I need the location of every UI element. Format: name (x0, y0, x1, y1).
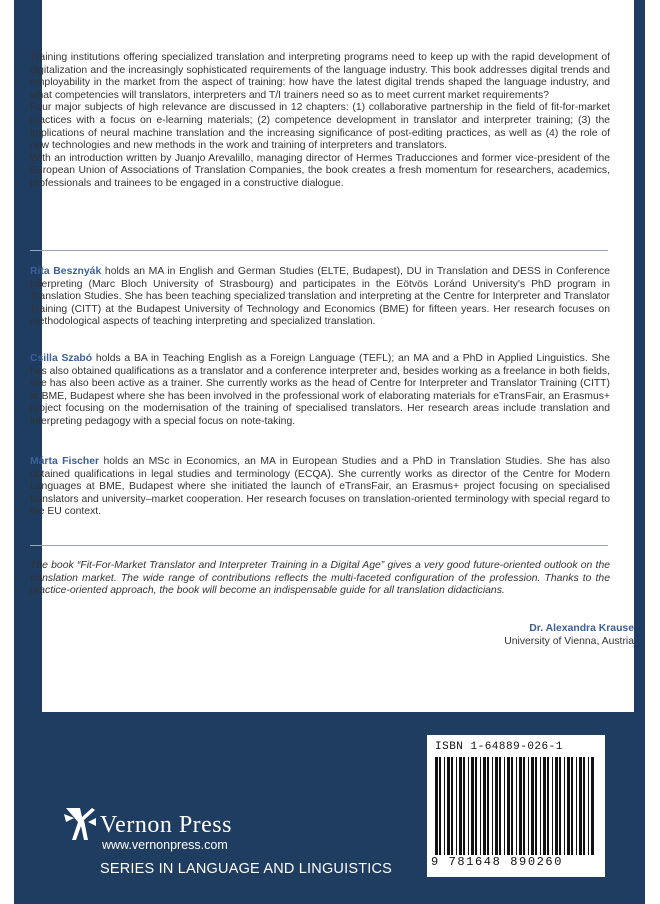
barcode-bar (523, 757, 525, 855)
publisher-url: www.vernonpress.com (102, 838, 228, 852)
barcode-bar (559, 757, 561, 855)
author-bio (30, 456, 610, 519)
barcode-bar (459, 757, 462, 855)
author-bio-text: holds a BA in Teaching English as a Foreign Language (TEFL); an MA and a PhD in Applied Linguistics. She has also obtained qualifications as a translator and a conference interpreter and, besides working as a freelance in both fields, she has also been active as a trainer. She currently works as the head of Centre for Interpreter and Translator Training (CITT) at BME, Budapest where she has been involved in the professional work of elaborating materials for eTransFair, an Erasmus+ project focusing on the modernisation of the training of specialised translators. Her research areas include translation and interpreting pedagogy with a special focus on note-taking. (30, 353, 610, 427)
author-bio (30, 353, 610, 429)
isbn-label: ISBN 1-64889-026-1 (435, 741, 563, 753)
barcode-bar (540, 757, 541, 855)
barcode-bar (480, 757, 481, 855)
author-bio (30, 266, 610, 329)
barcode-bar (439, 757, 441, 855)
barcode-bar (487, 757, 489, 855)
blurb-paragraph: Training institutions offering specialized translation and interpreting programs need to keep up with the rapid development of digitalization and the increasingly sophisticated requirements of the language industry. This book addresses digital trends and employability in the market from the aspect of training: how have the latest digital trends shaped the language industry, and what competencies will translators, interpreters and T/I trainers need so as to meet current market requirements? (30, 52, 610, 101)
reviewer-affiliation: University of Vienna, Austria (504, 636, 634, 647)
blurb-paragraph: Four major subjects of high relevance are discussed in 12 chapters: (1) collaborative partnership in the field of fit-for-market practices with a focus on e-learning materials; (2) competence development in translator and interpreter training; (3) the implications of neural machine translation and the increasing significance of post-editing practices, as well as (4) the role of new technologies and new methods in the work and training of interpreters and translators. (30, 102, 610, 152)
reviewer (504, 622, 634, 648)
barcode-bar (444, 757, 445, 855)
barcode-bar (468, 757, 469, 855)
isbn-barcode (427, 735, 605, 877)
barcode-bar (588, 757, 589, 855)
barcode-bar (547, 757, 549, 855)
barcode-bar (492, 757, 493, 855)
barcode-bar (591, 757, 594, 855)
barcode-bar (519, 757, 522, 855)
barcode-bar (571, 757, 573, 855)
barcode-bar (579, 757, 582, 855)
reviewer-name: Dr. Alexandra Krause (529, 623, 634, 634)
publisher-name: Vernon Press (100, 812, 232, 838)
author-name: Márta Fischer (30, 456, 100, 467)
review-quote: The book “Fit-For-Market Translator and Interpreter Training in a Digital Age” gives a very good future-oriented outlook on the translation market. The wide range of contributions reflects the multi-faceted configuration of the profession. Thanks to the practice-oriented approach, the book will become an indispensable guide for all translation didacticians. (30, 560, 610, 597)
barcode-bar (516, 757, 517, 855)
divider (30, 545, 608, 546)
barcode-bar (543, 757, 546, 855)
barcode-bar (531, 757, 534, 855)
barcode-bar (507, 757, 510, 855)
barcode-bar (463, 757, 465, 855)
barcode-bar (564, 757, 565, 855)
barcode-bar (471, 757, 474, 855)
barcode-bar (475, 757, 477, 855)
barcode-bar (495, 757, 498, 855)
barcode-bar (567, 757, 570, 855)
barcode-bar (535, 757, 537, 855)
author-bio-text: holds an MA in English and German Studies (ELTE, Budapest), DU in Translation and DESS in Conference Interpreting (Marc Bloch University of Strasbourg) and participates in the Eötvös Loránd University's PhD program in Translation Studies. She has been teaching specialized translation and interpreting at the Centre for Interpreter and Translator Training (CITT) at the Budapest University of Technology and Economics (BME) for fifteen years. Her research focuses on methodological aspects of teaching interpreting and specialized translation. (30, 266, 610, 328)
barcode-bar (483, 757, 486, 855)
barcode-bar (504, 757, 505, 855)
barcode-bar (552, 757, 553, 855)
vernon-press-logo-icon (62, 804, 98, 844)
series-title: SERIES IN LANGUAGE AND LINGUISTICS (100, 861, 393, 877)
book-blurb (30, 52, 610, 191)
author-name: Csilla Szabó (30, 353, 93, 364)
divider (30, 250, 608, 251)
barcode-bar (576, 757, 577, 855)
barcode-bar (447, 757, 450, 855)
barcode-bar (511, 757, 513, 855)
barcode-bar (528, 757, 529, 855)
barcode-bar (451, 757, 453, 855)
barcode-bar (456, 757, 457, 855)
author-bio-text: holds an MSc in Economics, an MA in European Studies and a PhD in Translation Studies. She has also obtained qualifications in legal studies and terminology (ECQA). She currently works as director of the Centre for Modern Languages at BME, Budapest where she initiated the launch of eTransFair, an Erasmus+ project focusing on specialised translators and university–market cooperation. Her research focuses on translation-oriented terminology with special regard to the EU context. (30, 456, 610, 518)
barcode-bar (435, 757, 438, 855)
author-name: Rita Besznyák (30, 266, 102, 277)
blurb-paragraph: With an introduction written by Juanjo Arevalillo, managing director of Hermes Traducciones and former vice-president of the European Union of Associations of Translation Companies, the book creates a fresh momentum for researchers, academics, professionals and trainees to be engaged in a constructive dialogue. (30, 152, 610, 189)
barcode-digits: 9 781648 890260 (431, 855, 564, 869)
barcode-bars (435, 757, 597, 855)
barcode-bar (583, 757, 585, 855)
barcode-bar (499, 757, 501, 855)
barcode-bar (555, 757, 558, 855)
